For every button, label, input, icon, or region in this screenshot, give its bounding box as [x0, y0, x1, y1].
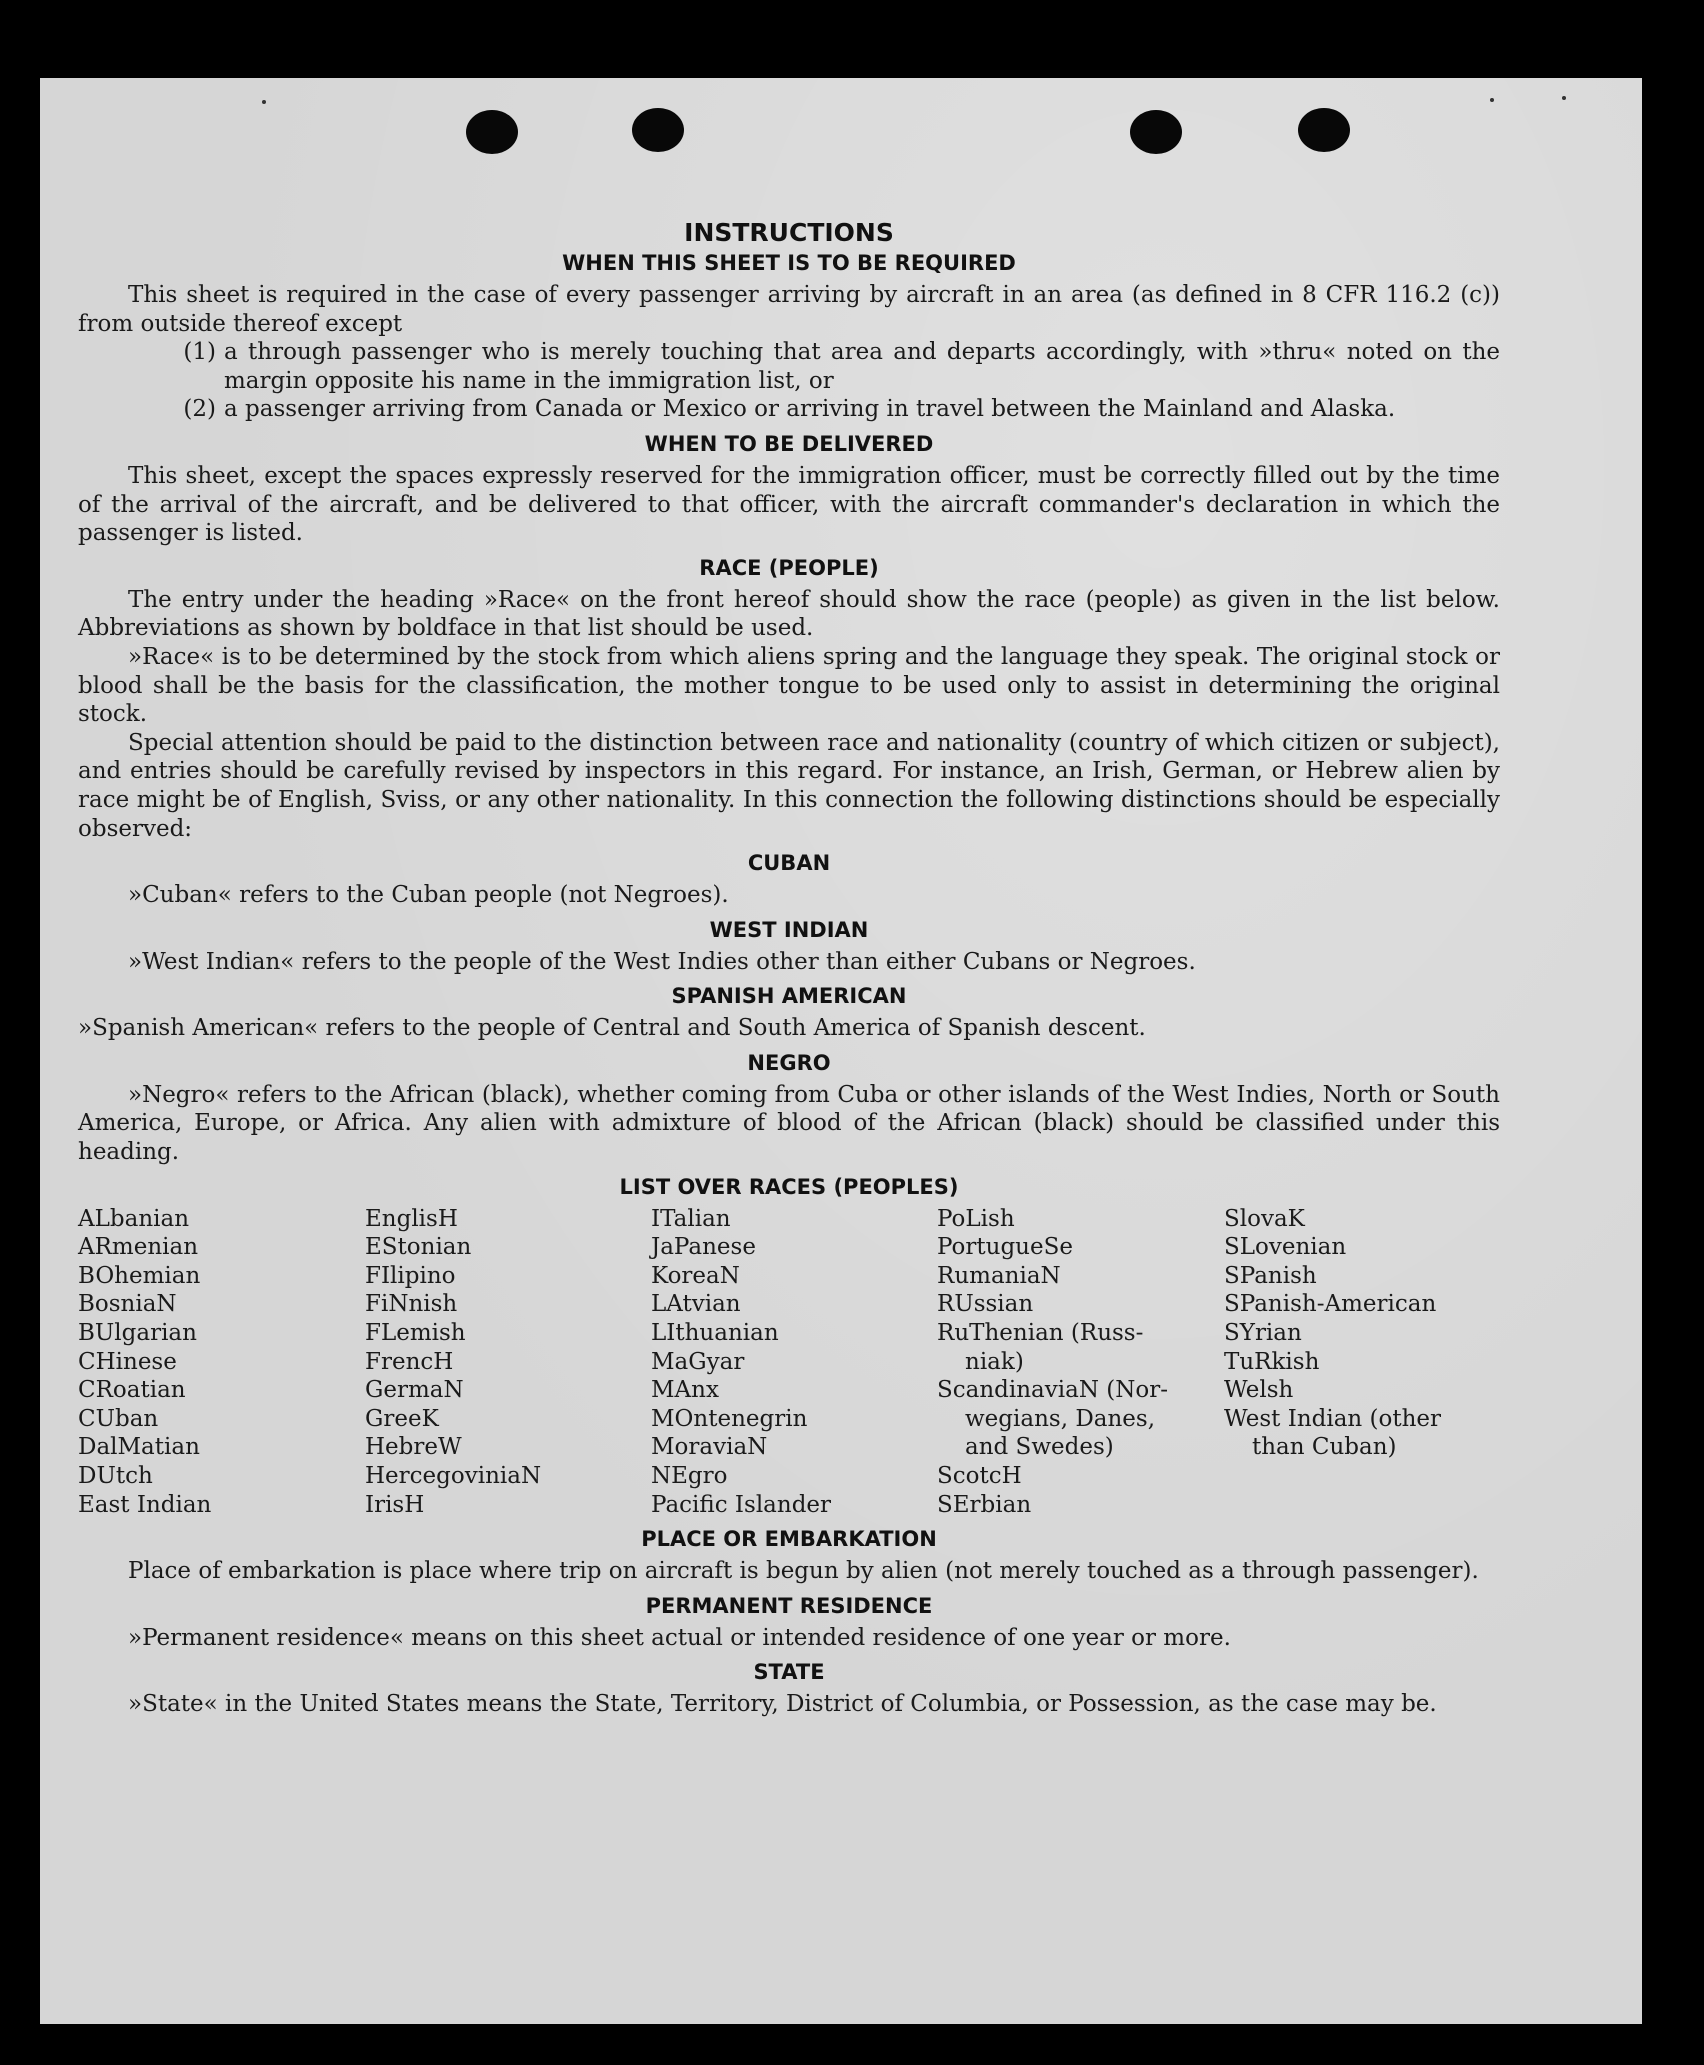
race-list-column	[651, 1205, 937, 1520]
race-item: ITalian	[651, 1205, 731, 1232]
race-item: DalMatian	[78, 1434, 200, 1461]
document-sheet	[40, 78, 1642, 2024]
when-delivered-text: This sheet, except the spaces expressly reserved for the immigration officer, must be correctly filled out by the time of the arrival of the aircraft, and be delivered to that officer, with the aircraft commander's declaration in which the passenger is listed.	[78, 462, 1500, 547]
speck	[262, 100, 266, 104]
race-item: MaGyar	[651, 1348, 745, 1375]
race-list	[78, 1205, 1500, 1520]
heading-cuban: CUBAN	[747, 851, 831, 876]
permanent-residence-text: »Permanent residence« means on this sheet actual or intended residence of one year or more.	[128, 1624, 1231, 1651]
race-item: ARmenian	[78, 1234, 199, 1261]
race-item: EStonian	[365, 1234, 472, 1261]
embarkation-text: Place of embarkation is place where trip on aircraft is begun by alien (not merely touched as a through passenger).	[128, 1558, 1479, 1585]
race-paragraph-3: Special attention should be paid to the distinction between race and nationality (country of which citizen or subject), and entries should be carefully revised by inspectors in this regard. For instance, an Irish, German, or Hebrew alien by race might be of English, Sviss, or any other nationality. In this connection the following distinctions should be especially observed:	[78, 729, 1500, 842]
race-item: East Indian	[78, 1491, 212, 1518]
race-item: LAtvian	[651, 1291, 741, 1318]
race-item: KoreaN	[651, 1262, 740, 1289]
race-item: BUlgarian	[78, 1320, 197, 1347]
heading-embarkation: PLACE OR EMBARKATION	[641, 1527, 937, 1552]
race-item-continued: and Swedes)	[965, 1434, 1114, 1461]
heading-spanish-american: SPANISH AMERICAN	[671, 984, 907, 1009]
race-item: FIlipino	[365, 1262, 456, 1289]
race-item: IrisH	[365, 1491, 425, 1518]
race-item: EnglisH	[365, 1205, 458, 1232]
punch-hole	[466, 110, 518, 154]
race-list-column	[1224, 1205, 1500, 1520]
race-item: PortugueSe	[937, 1234, 1073, 1261]
race-item: FiNnish	[365, 1291, 458, 1318]
race-item-continued: wegians, Danes,	[965, 1405, 1156, 1432]
race-item: SPanish-American	[1224, 1291, 1437, 1318]
race-item: SErbian	[937, 1491, 1032, 1518]
race-item-continued: than Cuban)	[1252, 1434, 1397, 1461]
west-indian-text: »West Indian« refers to the people of the West Indies other than either Cubans or Negroes.	[128, 948, 1196, 975]
race-item: SLovenian	[1224, 1234, 1347, 1261]
negro-text: »Negro« refers to the African (black), whether coming from Cuba or other islands of the West Indies, North or South America, Europe, or Africa. Any alien with admixture of blood of the African (black) should be classified under this heading.	[78, 1081, 1500, 1166]
cuban-text: »Cuban« refers to the Cuban people (not Negroes).	[128, 882, 729, 909]
heading-permanent-residence: PERMANENT RESIDENCE	[645, 1593, 933, 1618]
race-item: Pacific Islander	[651, 1491, 832, 1518]
race-item: BOhemian	[78, 1262, 201, 1289]
speck	[1562, 96, 1566, 100]
race-item: ALbanian	[78, 1205, 190, 1232]
race-item: MoraviaN	[651, 1434, 768, 1461]
race-item: GermaN	[365, 1377, 464, 1404]
race-list-column	[78, 1205, 365, 1520]
heading-race-list: LIST OVER RACES (PEOPLES)	[619, 1174, 959, 1199]
exception-item	[78, 395, 1500, 424]
race-paragraph-1: The entry under the heading »Race« on the front hereof should show the race (people) as given in the list below. Abbreviations as shown by boldface in that list should be used.	[78, 586, 1500, 642]
exception-text: a passenger arriving from Canada or Mexico or arriving in travel between the Mainland and Alaska.	[224, 396, 1396, 423]
heading-west-indian: WEST INDIAN	[709, 917, 869, 942]
race-item-continued: niak)	[965, 1348, 1024, 1375]
race-paragraph-2: »Race« is to be determined by the stock from which aliens spring and the language they speak. The original stock or blood shall be the basis for the classification, the mother tongue to be used only to assist in determining the original stock.	[78, 643, 1500, 728]
spanish-american-text: »Spanish American« refers to the people of Central and South America of Spanish descent.	[78, 1015, 1146, 1042]
race-item: TuRkish	[1224, 1348, 1320, 1375]
punch-hole	[632, 108, 684, 152]
race-item: RUssian	[937, 1291, 1034, 1318]
race-item: West Indian (other	[1224, 1405, 1442, 1432]
race-item: BosniaN	[78, 1291, 177, 1318]
race-list-column	[365, 1205, 651, 1520]
race-item: ScandinaviaN (Nor-	[937, 1377, 1168, 1404]
race-item: GreeK	[365, 1405, 439, 1432]
race-item: NEgro	[651, 1463, 728, 1489]
race-item: FLemish	[365, 1320, 466, 1347]
race-item: LIthuanian	[651, 1320, 779, 1347]
exception-text: a through passenger who is merely touching that area and departs accordingly, with »thru« noted on the margin opposite his name in the immigration list, or	[224, 339, 1500, 394]
punch-hole	[1298, 108, 1350, 152]
race-item: Welsh	[1224, 1377, 1294, 1404]
race-item: DUtch	[78, 1463, 153, 1489]
race-item: MAnx	[651, 1377, 719, 1404]
race-item: CRoatian	[78, 1377, 186, 1404]
race-item: SlovaK	[1224, 1205, 1305, 1232]
when-required-text: This sheet is required in the case of every passenger arriving by aircraft in an area (as defined in 8 CFR 116.2 (c)) from outside thereof except	[78, 282, 1500, 337]
heading-when-required: WHEN THIS SHEET IS TO BE REQUIRED	[562, 251, 1016, 275]
page-title: INSTRUCTIONS	[684, 218, 894, 247]
exception-number: (2)	[183, 396, 216, 423]
race-item: RuThenian (Russ-	[937, 1320, 1144, 1347]
punch-hole	[1130, 110, 1182, 154]
exception-item	[78, 338, 1500, 395]
state-text: »State« in the United States means the State, Territory, District of Columbia, or Possession, as the case may be.	[128, 1691, 1437, 1718]
heading-race: RACE (PEOPLE)	[699, 555, 879, 580]
race-item: CHinese	[78, 1348, 177, 1375]
race-item: ScotcH	[937, 1463, 1022, 1489]
race-item: SPanish	[1224, 1262, 1317, 1289]
race-item: RumaniaN	[937, 1262, 1061, 1289]
race-item: SYrian	[1224, 1320, 1302, 1347]
race-item: HercegoviniaN	[365, 1463, 542, 1489]
race-list-column	[937, 1205, 1224, 1520]
race-item: HebreW	[365, 1434, 462, 1461]
race-item: CUban	[78, 1405, 159, 1432]
race-item: MOntenegrin	[651, 1405, 808, 1432]
exception-number: (1)	[183, 339, 216, 366]
race-item: JaPanese	[651, 1234, 756, 1261]
heading-negro: NEGRO	[747, 1050, 831, 1075]
race-item: PoLish	[937, 1205, 1015, 1232]
speck	[1490, 98, 1494, 102]
instructions-content	[78, 218, 1500, 1719]
heading-state: STATE	[753, 1660, 825, 1685]
race-item: FrencH	[365, 1348, 454, 1375]
heading-when-delivered: WHEN TO BE DELIVERED	[644, 431, 934, 456]
